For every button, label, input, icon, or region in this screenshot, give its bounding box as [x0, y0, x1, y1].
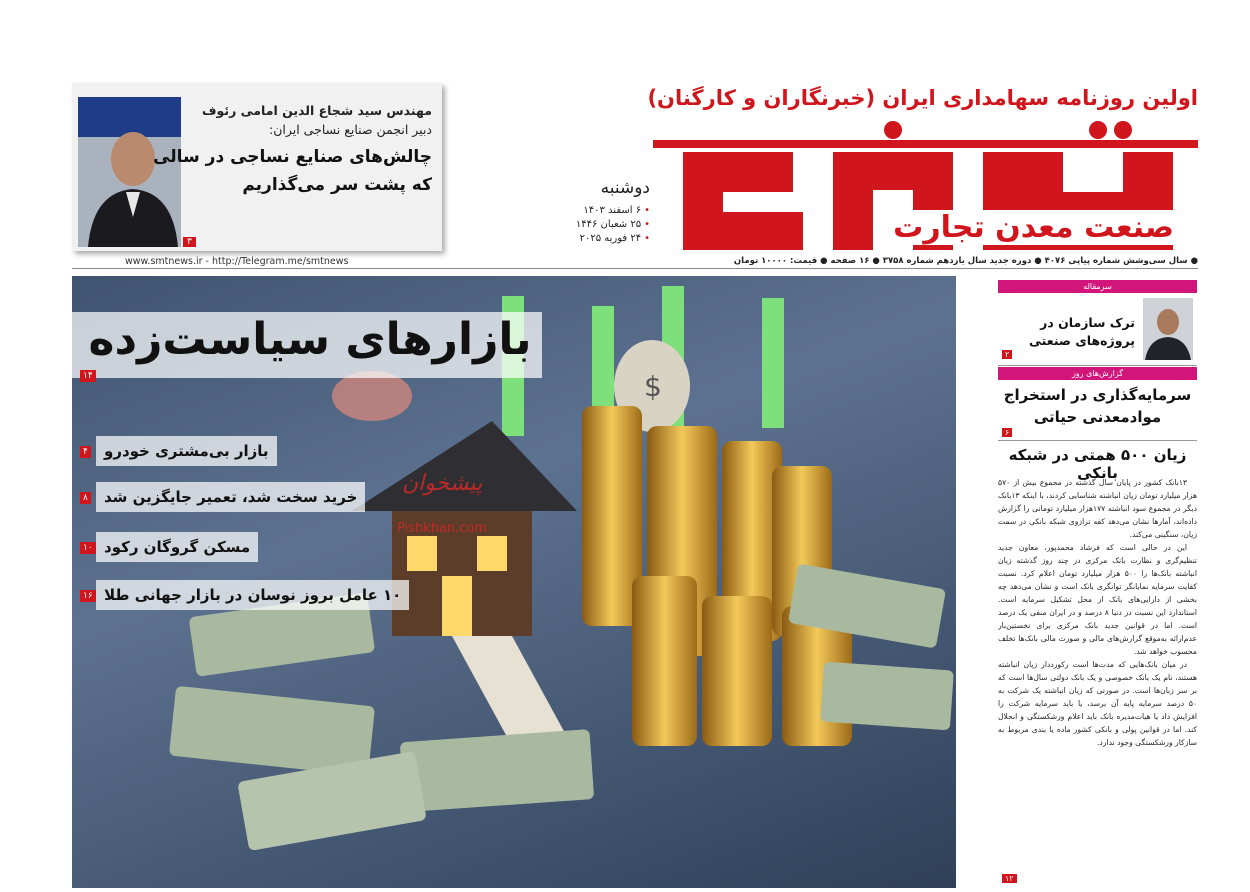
issue-date-block: [532, 178, 650, 246]
promo-headline[interactable]: چالش‌های صنایع نساجی در سالی: [153, 147, 432, 167]
hero-title-page: ۱۴: [80, 370, 96, 382]
promo-page-number: ۳: [183, 237, 196, 247]
hero-item-page: ۴: [80, 446, 91, 458]
hero-item-repair[interactable]: خرید سخت شد، تعمیر جایگزین شد: [96, 482, 365, 512]
news-page: ۱۲: [1002, 874, 1017, 883]
promo-box[interactable]: [72, 83, 442, 251]
editorial-author-photo: [1143, 298, 1193, 360]
author-portrait-icon: [1143, 298, 1193, 360]
hero-item-page: ۸: [80, 492, 91, 504]
promo-headline-2[interactable]: که پشت سر می‌گذاریم: [242, 175, 432, 195]
date-lunar: • ۲۵ شعبان ۱۴۴۶: [532, 218, 650, 232]
news-paragraph: در میان بانک‌هایی که مدت‌ها است رکورددار زیان انباشته هستند، نام یک بانک خصوصی و یک بانک دولتی سال‌ها است که بر سر زبان‌ها است. در صورتی که زیان انباشته یک شرکت به ۵۰ درصد سرمایه پایه آن برسد، یا باید سرمایه شرکت را افزایش داد یا هیات‌مدیره بانک باید اعلام ورشکستگی و انحلال کند. اما در قوانین پولی و بانکی کشور ماده یا بندی مربوط به سازکار ورشکستگی وجود ندارد.: [998, 660, 1197, 747]
editorial-page: ۲: [1002, 350, 1012, 359]
hero-item-car-market[interactable]: بازار بی‌مشتری خودرو: [96, 436, 277, 466]
weekday: دوشنبه: [600, 178, 650, 198]
logo-subtitle: صنعت معدن تجارت: [887, 210, 1180, 245]
watermark: پیشخوان: [402, 471, 483, 496]
report-page: ۶: [1002, 428, 1012, 437]
promo-role: دبیر انجمن صنایع نساجی ایران:: [269, 122, 432, 137]
column-divider: [998, 440, 1197, 441]
report-title[interactable]: سرمایه‌گذاری در استخراج موادمعدنی حیاتی: [1003, 386, 1192, 426]
hero-item-page: ۱۶: [80, 590, 96, 602]
section-label-editorial: سرمقاله: [998, 280, 1197, 293]
header-divider: [72, 268, 1198, 269]
promo-name: مهندس سید شجاع الدین امامی رئوف: [202, 103, 432, 118]
hero-item-page: ۱۰: [80, 542, 96, 554]
interviewee-photo: [78, 97, 181, 247]
hero-feature[interactable]: [72, 276, 956, 888]
news-body: [998, 476, 1197, 881]
right-column: [998, 280, 1197, 888]
editorial-title[interactable]: ترک سازمان در پروژه‌های صنعتی: [1029, 315, 1135, 348]
promo-text: [153, 103, 432, 195]
news-paragraph: این در حالی است که فرشاد محمدپور، معاون جدید تنظیم‌گری و نظارت بانک مرکزی در چند روز گذشته زیان انباشته بانک‌ها را ۵۰۰ هزار میلیارد تومان اعلام کرد. نسبت کفایت سرمایه نمایانگر توانگری بانک است و نشان می‌دهد چه بخشی از دارایی‌های بانک از محل تشکیل سرمایه است. استاندارد این نسبت در دنیا ۸ درصد و در ایران منفی یک درصد است. اما در قوانین جدید بانک مرکزی برای نخستین‌بار عدم‌ارائه به‌موقع گزارش‌های مالی و صورت مالی بانک‌ها تخلف محسوب خواهد شد.: [998, 543, 1197, 656]
web-links-line[interactable]: www.smtnews.ir - http://Telegram.me/smtnews: [125, 256, 349, 267]
date-gregorian: • ۲۴ فوریه ۲۰۲۵: [532, 232, 650, 246]
issue-info-line: ● سال سی‌وشش شماره پیاپی ۴۰۷۶ ● دوره جدید سال یازدهم شماره ۳۷۵۸ ● ۱۶ صفحه ● قیمت: ۱۰۰۰۰ تومان: [733, 256, 1198, 266]
hero-item-gold[interactable]: ۱۰ عامل بروز نوسان در بازار جهانی طلا: [96, 580, 409, 610]
hero-item-housing[interactable]: مسکن گروگان رکود: [96, 532, 258, 562]
news-paragraph: ۱۳بانک کشور در پایان سال گذشته در مجموع بیش از ۵۷۰ هزار میلیارد تومان زیان انباشته شناسایی کردند، با اینکه ۱۳بانک دیگر در مجموع سود انباشته ۱۷۷هزار میلیارد تومانی را گزارش داده‌اند، آمارها نشان می‌دهد کفه ترازوی شبکه بانکی در سمت زیان، سنگینی می‌کند.: [998, 478, 1197, 539]
masthead-tagline: اولین روزنامه سهامداری ایران (خبرنگاران و کارگنان): [647, 86, 1198, 110]
section-label-reports: گزارش‌های روز: [998, 367, 1197, 380]
date-solar: • ۶ اسفند ۱۴۰۳: [532, 204, 650, 218]
column-divider: [998, 365, 1197, 366]
svg-text:$: $: [644, 370, 662, 403]
watermark-url: Pishkhan.com: [397, 521, 488, 536]
portrait-icon: [78, 97, 181, 247]
news-title[interactable]: زیان ۵۰۰ همتی در شبکه بانکی: [1008, 446, 1187, 482]
hero-title[interactable]: بازارهای سیاست‌زده: [88, 314, 532, 365]
